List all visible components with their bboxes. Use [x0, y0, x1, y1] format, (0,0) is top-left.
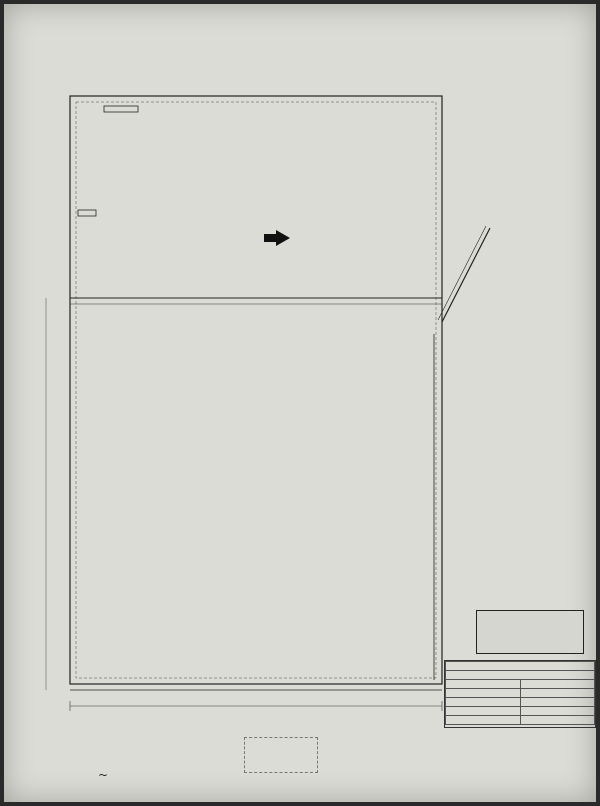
title-block-plan-number [520, 698, 595, 707]
wache-building [104, 106, 138, 112]
railway-line-2 [438, 226, 486, 320]
camp-enclosure-inner [76, 102, 436, 678]
title-block-original [520, 680, 595, 689]
title-block-plan-label [446, 698, 521, 707]
title-block-place [446, 671, 595, 680]
registration-stamp [476, 610, 584, 654]
krematorium-building [78, 210, 96, 216]
camp-enclosure [70, 96, 442, 684]
drawing-sheet [4, 4, 596, 802]
title-block-office [446, 662, 595, 671]
signature-left: ~ [98, 768, 109, 782]
approval-stamp [244, 737, 318, 773]
railway-line [442, 228, 490, 322]
north-arrow [264, 230, 290, 246]
title-block [444, 660, 596, 728]
